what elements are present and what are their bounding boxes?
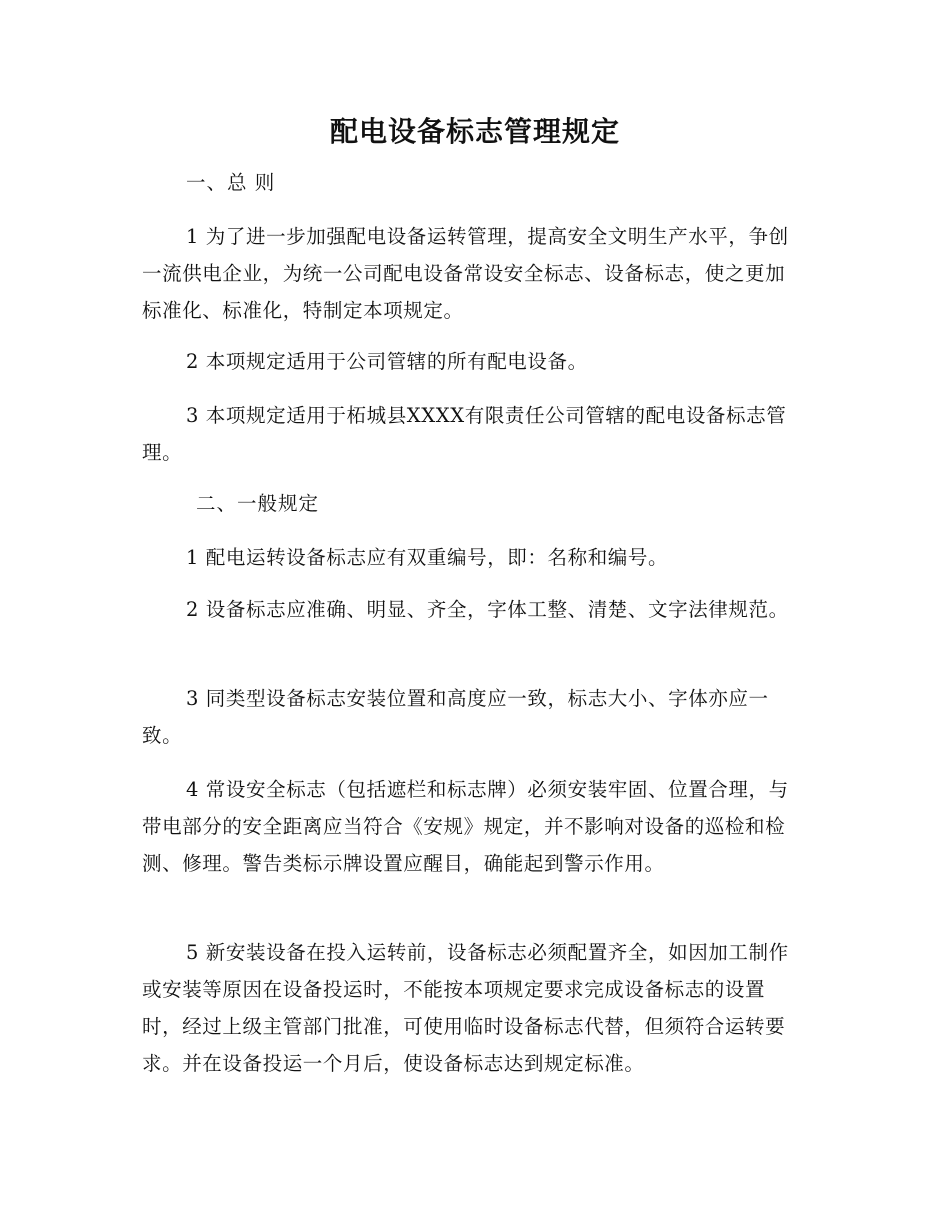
paragraph-rule-3: 3 同类型设备标志安装位置和高度应一致，标志大小、字体亦应一致。: [142, 687, 769, 747]
section-heading-general: 一、总 则: [186, 171, 276, 194]
paragraph-purpose: 1 为了进一步加强配电设备运转管理，提高安全文明生产水平，争创一流供电企业，为统一公司配电设备常设安全标志、设备标志，使之更加标准化、标准化，特制定本项规定。: [142, 225, 789, 322]
paragraph-scope: 2 本项规定适用于公司管辖的所有配电设备。: [186, 350, 588, 373]
paragraph-rule-4: 4 常设安全标志（包括遮栏和标志牌）必须安装牢固、位置合理，与带电部分的安全距离应当符合《安规》规定，并不影响对设备的巡检和检测、修理。警告类标示牌设置应醒目，确能起到警示作用。: [142, 778, 789, 875]
paragraph-rule-2: 2 设备标志应准确、明显、齐全，字体工整、清楚、文字法律规范。: [186, 598, 789, 621]
paragraph-rule-5: 5 新安装设备在投入运转前，设备标志必须配置齐全，如因加工制作或安装等原因在设备投运时，不能按本项规定要求完成设备标志的设置时，经过上级主管部门批准，可使用临时设备标志代替，但须符合运转要求。并在设备投运一个月后，使设备标志达到规定标准。: [142, 941, 789, 1075]
paragraph-applicability: 3 本项规定适用于柘城县XXXX有限责任公司管辖的配电设备标志管理。: [142, 404, 787, 464]
section-heading-general-rules: 二、一般规定: [196, 492, 320, 515]
document-title: 配电设备标志管理规定: [329, 115, 620, 148]
paragraph-rule-1: 1 配电运转设备标志应有双重编号，即：名称和编号。: [186, 546, 669, 569]
